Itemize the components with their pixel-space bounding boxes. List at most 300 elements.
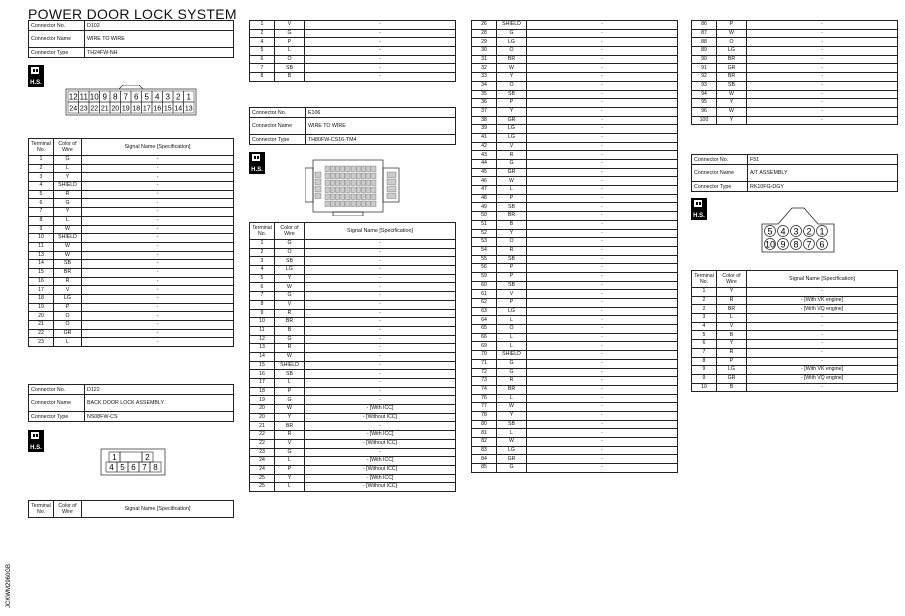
terminal-no-cell: 10 [692, 383, 717, 392]
signal-name-cell: - [82, 199, 234, 208]
connector-face-d102 [60, 85, 208, 116]
wire-color-cell: GR [54, 329, 82, 338]
signal-name-cell: - [305, 292, 456, 301]
signal-name-cell: - [527, 47, 678, 56]
connector-face-d122 [100, 448, 166, 476]
pin-number: 8 [113, 92, 118, 102]
wire-color-cell: P [497, 99, 527, 108]
terminal-no-cell: 16 [250, 370, 275, 379]
terminal-no-cell: 90 [692, 55, 717, 64]
terminal-no-cell: 55 [472, 255, 497, 264]
signal-name-cell: - [Without ICC] [305, 413, 456, 422]
signal-name-cell: - [527, 125, 678, 134]
pin-number: 14 [174, 105, 183, 113]
terminal-no-cell: 22 [250, 439, 275, 448]
wire-color-cell: GR [497, 116, 527, 125]
signal-name-cell: - [527, 229, 678, 238]
table-row [29, 268, 234, 277]
terminal-table-e106-continued-2 [691, 20, 898, 125]
table-row [250, 283, 456, 292]
terminal-no-cell: 1 [29, 156, 54, 165]
pin-cell [356, 166, 360, 172]
terminal-no-cell: 66 [472, 333, 497, 342]
pin-number: 3 [793, 226, 799, 237]
terminal-no-cell: 61 [472, 290, 497, 299]
wire-color-cell: BR [717, 55, 747, 64]
pin-cell [335, 173, 339, 179]
wire-color-cell: P [275, 465, 305, 474]
hs-connector-icon [249, 152, 265, 174]
signal-name-cell: - [747, 107, 898, 116]
pin-cell [387, 179, 396, 185]
connector-no-value: D102 [85, 21, 234, 31]
table-row [29, 338, 234, 347]
terminal-no-cell: 42 [472, 142, 497, 151]
table-row [692, 29, 898, 38]
connector-face-e106 [305, 158, 401, 216]
wire-color-cell: Y [54, 173, 82, 182]
pin-cell [315, 172, 321, 178]
wire-color-cell: L [497, 394, 527, 403]
wire-color-cell: O [497, 325, 527, 334]
terminal-no-cell: 30 [472, 47, 497, 56]
terminal-no-cell: 11 [29, 242, 54, 251]
wire-color-header: Color of Wire [717, 271, 747, 288]
pin-cell [341, 187, 345, 193]
terminal-no-cell: 84 [472, 455, 497, 464]
terminal-no-cell: 14 [250, 352, 275, 361]
pin-cell [335, 166, 339, 172]
wire-color-cell: L [54, 338, 82, 347]
signal-name-cell: - [747, 331, 898, 340]
terminal-no-cell: 25 [250, 474, 275, 483]
pin-number: 2 [806, 226, 812, 237]
signal-name-cell: - [82, 234, 234, 243]
pin-number: 22 [90, 105, 99, 113]
signal-name-cell: - [527, 160, 678, 169]
terminal-no-cell: 13 [29, 251, 54, 260]
pin-number: 19 [121, 105, 130, 113]
wire-color-cell: O [54, 312, 82, 321]
terminal-no-cell: 41 [472, 133, 497, 142]
table-row [472, 411, 678, 420]
pin-number: 23 [79, 105, 88, 113]
pin-cell [346, 194, 350, 200]
signal-name-cell: - [305, 274, 456, 283]
wire-color-cell: Y [497, 411, 527, 420]
table-row [692, 322, 898, 331]
terminal-no-cell: 43 [472, 151, 497, 160]
terminal-no-cell: 70 [472, 351, 497, 360]
connector-type-value: NS08FW-CS [85, 412, 234, 422]
connector-face-f51 [758, 206, 838, 254]
signal-name-cell: - [527, 38, 678, 47]
connector-type-value: TH24FW-NH [85, 48, 234, 58]
hs-connector-icon [28, 430, 44, 452]
terminal-no-cell: 93 [692, 81, 717, 90]
table-row [472, 290, 678, 299]
wire-color-cell: LG [497, 446, 527, 455]
table-row [250, 379, 456, 388]
terminal-table-e106 [249, 222, 456, 492]
page-title: POWER DOOR LOCK SYSTEM [28, 6, 237, 22]
table-row [250, 344, 456, 353]
signal-name-cell: - [82, 338, 234, 347]
terminal-no-cell: 92 [692, 73, 717, 82]
terminal-no-cell: 5 [250, 47, 275, 56]
wire-color-cell: P [717, 21, 747, 30]
wire-color-header: Color of Wire [54, 501, 82, 518]
pin-cell [330, 173, 334, 179]
table-row [472, 194, 678, 203]
signal-name-cell: - [82, 190, 234, 199]
signal-name-cell: - [305, 266, 456, 275]
table-row [472, 255, 678, 264]
terminal-no-cell: 20 [250, 413, 275, 422]
wire-color-cell: R [497, 246, 527, 255]
terminal-no-header: Terminal No. [692, 271, 717, 288]
table-row [692, 81, 898, 90]
terminal-no-cell: 6 [250, 283, 275, 292]
pin-cell [372, 166, 376, 172]
table-row [29, 182, 234, 191]
signal-name-cell: - [527, 299, 678, 308]
wire-color-cell: L [275, 47, 305, 56]
wire-color-cell: O [275, 248, 305, 257]
table-row [250, 387, 456, 396]
table-row [250, 370, 456, 379]
wire-color-cell: G [275, 29, 305, 38]
pin-cell [330, 187, 334, 193]
signal-name-cell: - [82, 182, 234, 191]
table-row [29, 190, 234, 199]
signal-name-cell: - [527, 116, 678, 125]
pin-number: 24 [69, 105, 78, 113]
terminal-no-cell: 1 [250, 21, 275, 30]
wire-color-header: Color of Wire [275, 223, 305, 240]
document-code [3, 530, 13, 610]
signal-name-cell: - [747, 99, 898, 108]
terminal-no-cell: 69 [472, 342, 497, 351]
wire-color-cell: Y [717, 116, 747, 125]
wire-color-cell: R [275, 309, 305, 318]
wire-color-cell: L [275, 457, 305, 466]
wire-color-cell: B [717, 331, 747, 340]
table-row [250, 483, 456, 492]
wire-color-cell: P [275, 387, 305, 396]
wire-color-cell: GR [497, 455, 527, 464]
signal-name-cell: - [527, 464, 678, 473]
terminal-no-cell: 10 [29, 234, 54, 243]
terminal-no-cell: 62 [472, 299, 497, 308]
wire-color-cell: LG [497, 125, 527, 134]
table-row [250, 309, 456, 318]
wire-color-cell: W [497, 177, 527, 186]
table-row [250, 413, 456, 422]
signal-name-cell: - [82, 156, 234, 165]
table-row [692, 99, 898, 108]
pin-cell [351, 173, 355, 179]
table-row [472, 142, 678, 151]
connector-name-value: A/T ASSEMBLY [748, 165, 898, 182]
table-row [472, 438, 678, 447]
wire-color-cell: W [54, 225, 82, 234]
signal-name-cell: - [747, 55, 898, 64]
connector-no-label: Connector No. [250, 108, 306, 118]
wire-color-cell: W [275, 352, 305, 361]
table-row [472, 229, 678, 238]
terminal-no-cell: 7 [250, 292, 275, 301]
table-header-row [29, 139, 234, 156]
wire-color-cell: R [497, 151, 527, 160]
wire-color-cell: O [275, 55, 305, 64]
signal-name-cell: - [747, 357, 898, 366]
signal-name-cell: - [305, 47, 456, 56]
table-row [472, 316, 678, 325]
wire-color-cell: R [275, 344, 305, 353]
wire-color-cell: W [717, 107, 747, 116]
table-row [250, 439, 456, 448]
terminal-no-cell: 5 [250, 274, 275, 283]
table-row [29, 156, 234, 165]
connector-no-label: Connector No. [29, 21, 85, 31]
pin-number: 21 [100, 105, 109, 113]
table-row [692, 374, 898, 383]
wire-color-cell: L [497, 316, 527, 325]
terminal-no-cell: 16 [29, 277, 54, 286]
wire-color-cell: SB [275, 64, 305, 73]
table-row [692, 47, 898, 56]
wire-color-cell: LG [54, 295, 82, 304]
table-row [692, 55, 898, 64]
wire-color-cell: R [54, 277, 82, 286]
wire-color-cell: V [54, 286, 82, 295]
signal-name-cell: - [With ICC] [305, 474, 456, 483]
terminal-no-cell: 74 [472, 385, 497, 394]
table-row [250, 73, 456, 82]
table-row [472, 325, 678, 334]
signal-name-cell: - [With VQ engine] [747, 374, 898, 383]
terminal-no-cell: 33 [472, 73, 497, 82]
table-row [29, 251, 234, 260]
terminal-no-header: Terminal No. [29, 139, 54, 156]
connector-name-value: WIRE TO WIRE [85, 31, 234, 48]
table-row [29, 234, 234, 243]
terminal-table-d122 [28, 500, 234, 518]
signal-name-cell: - [527, 73, 678, 82]
pin-number: 10 [764, 239, 776, 250]
table-row [472, 307, 678, 316]
signal-name-cell: - [With ICC] [305, 431, 456, 440]
hs-label: H.S. [251, 167, 263, 173]
terminal-no-cell: 8 [250, 300, 275, 309]
signal-name-cell: - [82, 216, 234, 225]
terminal-no-cell: 10 [250, 318, 275, 327]
wire-color-cell: G [497, 368, 527, 377]
table-row [692, 340, 898, 349]
wire-color-cell: LG [497, 38, 527, 47]
terminal-no-cell: 37 [472, 107, 497, 116]
terminal-no-cell: 87 [692, 29, 717, 38]
table-row [250, 326, 456, 335]
pin-number: 16 [153, 105, 162, 113]
terminal-no-cell: 73 [472, 377, 497, 386]
table-row [472, 368, 678, 377]
signal-name-cell: - [527, 212, 678, 221]
pin-cell [387, 172, 396, 178]
table-row [692, 296, 898, 305]
terminal-no-cell: 50 [472, 212, 497, 221]
signal-name-cell: - [747, 21, 898, 30]
terminal-no-cell: 21 [250, 422, 275, 431]
signal-name-cell: - [527, 21, 678, 30]
pin-number: 11 [79, 92, 88, 102]
table-row [250, 240, 456, 249]
terminal-no-cell: 54 [472, 246, 497, 255]
pin-number: 13 [184, 105, 193, 113]
pin-cell [325, 187, 329, 193]
signal-name-cell: - [305, 387, 456, 396]
terminal-no-cell: 82 [472, 438, 497, 447]
terminal-no-cell: 12 [250, 335, 275, 344]
signal-name-cell: - [82, 329, 234, 338]
signal-name-cell: - [82, 312, 234, 321]
wire-color-cell: P [497, 264, 527, 273]
connector-name-value: WIRE TO WIRE [306, 118, 456, 135]
signal-name-cell: - [747, 340, 898, 349]
table-row [29, 286, 234, 295]
wire-color-cell: L [54, 164, 82, 173]
terminal-no-cell: 23 [250, 448, 275, 457]
table-row [472, 99, 678, 108]
wire-color-cell: SHIELD [54, 234, 82, 243]
table-row [692, 383, 898, 392]
pin-cell [330, 194, 334, 200]
connector-type-label: Connector Type [250, 135, 306, 145]
signal-name-cell: - [527, 194, 678, 203]
wire-color-cell: SB [497, 420, 527, 429]
pin-cell [351, 180, 355, 186]
connector-name-label: Connector Name [250, 118, 306, 135]
wire-color-cell: GR [717, 64, 747, 73]
pin-number: 17 [142, 105, 151, 113]
table-row [250, 361, 456, 370]
signal-name-cell: - [527, 307, 678, 316]
table-row [472, 55, 678, 64]
table-row [692, 357, 898, 366]
table-row [250, 47, 456, 56]
terminal-no-cell: 77 [472, 403, 497, 412]
pin-cell [341, 173, 345, 179]
table-row [472, 29, 678, 38]
pin-number: 20 [111, 105, 120, 113]
connector-name-label: Connector Name [29, 395, 85, 412]
signal-name-cell: - [305, 326, 456, 335]
pin-number: 4 [109, 463, 114, 472]
terminal-no-cell: 6 [692, 340, 717, 349]
table-row [472, 116, 678, 125]
signal-name-cell: - [527, 316, 678, 325]
terminal-no-cell: 95 [692, 99, 717, 108]
terminal-no-cell: 94 [692, 90, 717, 99]
terminal-no-cell: 17 [250, 379, 275, 388]
terminal-no-cell: 60 [472, 281, 497, 290]
table-row [472, 464, 678, 473]
signal-name-cell: - [305, 300, 456, 309]
pin-number: 18 [132, 105, 141, 113]
wire-color-cell: Y [275, 474, 305, 483]
terminal-no-cell: 7 [29, 208, 54, 217]
wire-color-cell: G [497, 359, 527, 368]
pin-cell [346, 201, 350, 207]
terminal-no-cell: 4 [692, 322, 717, 331]
signal-name-cell: - [527, 403, 678, 412]
pin-cell [367, 187, 371, 193]
wire-color-cell: G [275, 292, 305, 301]
pin-cell [361, 173, 365, 179]
connector-type-value: TH80FW-CS16-TM4 [306, 135, 456, 145]
signal-name-cell: - [527, 64, 678, 73]
wire-color-cell: V [497, 290, 527, 299]
signal-name-cell: - [747, 73, 898, 82]
signal-name-cell: - [747, 90, 898, 99]
pin-number: 5 [120, 463, 125, 472]
signal-name-cell: - [527, 411, 678, 420]
terminal-no-cell: 76 [472, 394, 497, 403]
wire-color-cell: V [275, 439, 305, 448]
wire-color-cell: P [54, 303, 82, 312]
table-row [692, 21, 898, 30]
terminal-no-header: Terminal No. [29, 501, 54, 518]
pin-number: 1 [819, 226, 825, 237]
table-row [29, 312, 234, 321]
terminal-no-cell: 3 [29, 173, 54, 182]
signal-name-cell: - [305, 38, 456, 47]
wire-color-cell: L [497, 429, 527, 438]
terminal-table-d102-continued [249, 20, 456, 82]
table-row [250, 431, 456, 440]
pin-number: 9 [780, 239, 786, 250]
wire-color-cell: Y [54, 208, 82, 217]
wire-color-cell: SB [497, 255, 527, 264]
wire-color-cell: BR [275, 318, 305, 327]
wire-color-cell: SB [497, 281, 527, 290]
table-row [472, 455, 678, 464]
wire-color-cell: L [497, 333, 527, 342]
table-row [250, 29, 456, 38]
wire-color-cell: L [717, 314, 747, 323]
signal-name-cell: - [82, 277, 234, 286]
terminal-no-cell: 2 [250, 248, 275, 257]
wire-color-cell: Y [717, 288, 747, 297]
signal-name-cell: - [527, 342, 678, 351]
table-row [250, 38, 456, 47]
signal-name-cell: - [305, 370, 456, 379]
terminal-no-cell: 21 [29, 321, 54, 330]
terminal-no-cell: 18 [29, 295, 54, 304]
wire-color-cell: LG [497, 133, 527, 142]
table-row [472, 73, 678, 82]
table-row [472, 220, 678, 229]
wire-color-cell: O [497, 81, 527, 90]
table-row [29, 329, 234, 338]
table-row [29, 295, 234, 304]
terminal-no-cell: 51 [472, 220, 497, 229]
wire-color-cell: G [275, 396, 305, 405]
table-row [250, 55, 456, 64]
pin-cell [315, 193, 321, 199]
terminal-no-cell: 9 [29, 225, 54, 234]
